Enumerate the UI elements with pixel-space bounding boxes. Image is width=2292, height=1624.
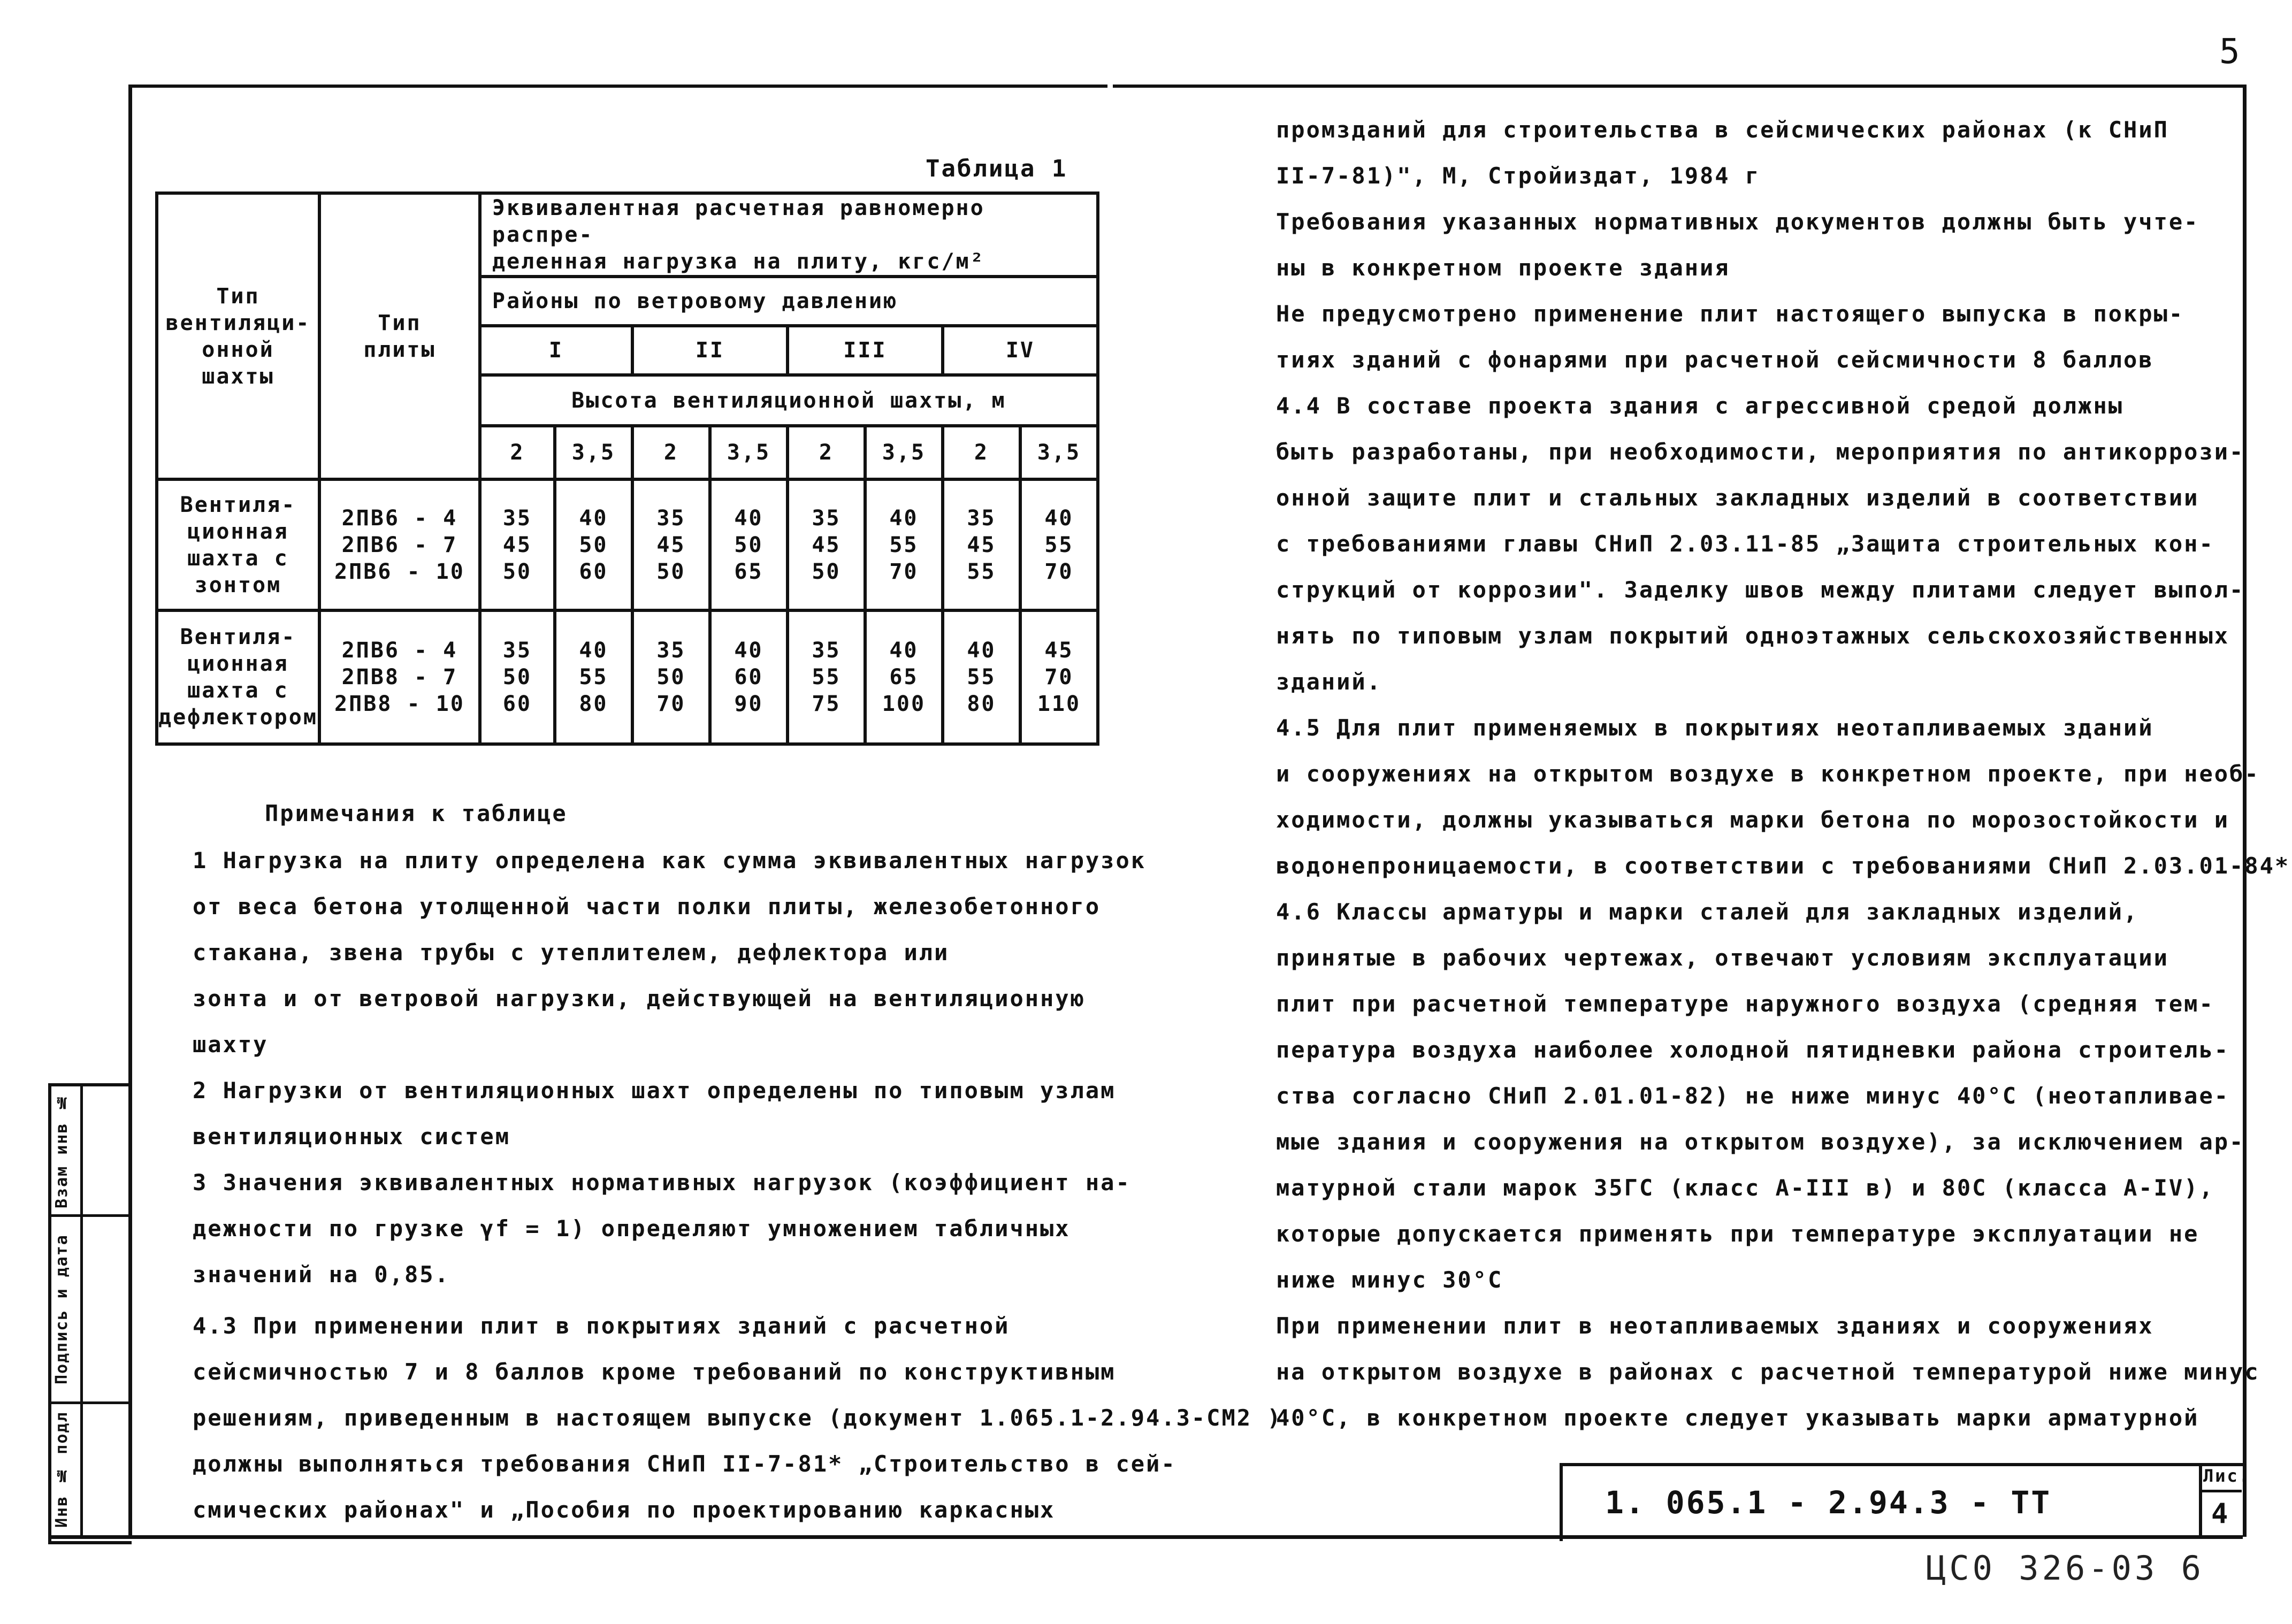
table-caption: Таблица 1: [926, 155, 1068, 182]
left-text-block: [193, 838, 1282, 1533]
value: 70: [1044, 559, 1074, 584]
slab-name: 2ПВ6 - 10: [334, 559, 465, 584]
value: 40: [734, 505, 763, 531]
text-line: Не предусмотрено применение плит настоящего выпуска в покры-: [1276, 301, 2184, 327]
value: 50: [502, 665, 532, 690]
text-line: 40°С, в конкретном проекте следует указывать марки арматурной: [1276, 1405, 2199, 1431]
value: 55: [967, 665, 996, 690]
value: 110: [1037, 692, 1081, 716]
value: 60: [502, 692, 532, 716]
text-line: Требования указанных нормативных документов должны быть учте-: [1276, 209, 2199, 235]
text-line: плит при расчетной температуре наружного воздуха (средняя тем-: [1276, 991, 2214, 1017]
value: 35: [502, 505, 532, 531]
value: 45: [967, 532, 996, 557]
value-cell: [1020, 610, 1098, 744]
header-slab-type: [319, 193, 480, 479]
text-line: дежности по грузке γf = 1) определяют умножением табличных: [193, 1215, 1071, 1242]
page-number: 5: [2219, 32, 2242, 72]
value: 70: [1044, 665, 1074, 690]
value: 40: [967, 638, 996, 663]
text-line: нять по типовым узлам покрытий одноэтажных сельскохозяйственных: [1276, 623, 2230, 649]
margin-divider: [48, 1214, 128, 1217]
region-cell: IV: [943, 326, 1098, 375]
header-text: деленная нагрузка на плиту, кгс/м²: [492, 249, 985, 274]
value-cell: [710, 610, 788, 744]
value: 70: [889, 559, 919, 584]
value: 40: [889, 505, 919, 531]
text-line: струкций от коррозии". Заделку швов между плитами следует выпол-: [1276, 577, 2245, 603]
height-cell: 2: [943, 426, 1020, 479]
sheet-label: Лис.: [2203, 1466, 2251, 1486]
value: 55: [579, 665, 608, 690]
text-line: значений на 0,85.: [193, 1261, 450, 1288]
text-line: онной защите плит и стальных закладных изделий в соответствии: [1276, 485, 2199, 511]
value: 60: [734, 665, 763, 690]
text-line: быть разработаны, при необходимости, мероприятия по антикоррози-: [1276, 439, 2245, 465]
value: 45: [502, 532, 532, 557]
group-name-line: шахта с: [187, 678, 289, 703]
value: 40: [579, 505, 608, 531]
value: 40: [734, 638, 763, 663]
text-line: принятые в рабочих чертежах, отвечают условиям эксплуатации: [1276, 945, 2169, 971]
value-cell: [555, 610, 632, 744]
value-cell: [632, 610, 710, 744]
header-regions: Районы по ветровому давлению: [480, 277, 1098, 326]
right-text-block: [1276, 107, 2290, 1441]
value-cell: [480, 610, 555, 744]
value: 65: [889, 665, 919, 690]
text-line: 4.4 В составе проекта здания с агрессивной средой должны: [1276, 393, 2124, 419]
value: 70: [656, 692, 686, 716]
text-line: которые допускается применять при температуре эксплуатации не: [1276, 1221, 2199, 1247]
text-line: зонта и от ветровой нагрузки, действующей на вентиляционную: [193, 985, 1086, 1012]
value-cell: [865, 610, 943, 744]
value-cell: [865, 479, 943, 610]
text-line: 2 Нагрузки от вентиляционных шахт определены по типовым узлам: [193, 1077, 1116, 1104]
text-line: тиях зданий с фонарями при расчетной сейсмичности 8 баллов: [1276, 347, 2154, 373]
value: 80: [967, 692, 996, 716]
slab-name: 2ПВ6 - 7: [341, 532, 458, 557]
margin-divider: [48, 1401, 128, 1404]
group-name: [157, 479, 319, 610]
load-table: [155, 191, 1099, 746]
header-text: онной: [202, 337, 274, 362]
text-line: матурной стали марок 35ГС (класс А-III в) и 80С (класса А-IV),: [1276, 1175, 2214, 1201]
group-name-line: Вентиля-: [180, 492, 296, 517]
text-line: ны в конкретном проекте здания: [1276, 255, 1730, 281]
height-cell: 2: [480, 426, 555, 479]
slab-name: 2ПВ8 - 10: [334, 692, 465, 716]
text-line: решениям, приведенным в настоящем выпуске (документ 1.065.1-2.94.3-СМ2 ): [193, 1405, 1282, 1431]
value: 35: [502, 638, 532, 663]
value: 55: [889, 532, 919, 557]
value: 50: [812, 559, 841, 584]
height-cell: 3,5: [865, 426, 943, 479]
text-line: ства согласно СНиП 2.01.01-82) не ниже минус 40°С (неотапливае-: [1276, 1083, 2230, 1109]
height-cell: 3,5: [555, 426, 632, 479]
value: 45: [812, 532, 841, 557]
slab-list: [319, 479, 480, 610]
value: 45: [1044, 638, 1074, 663]
text-line: 4.3 При применении плит в покрытиях зданий с расчетной: [193, 1313, 1010, 1339]
value: 55: [812, 665, 841, 690]
group-name-line: ционная: [187, 652, 289, 676]
header-text: Тип: [216, 284, 260, 309]
region-cell: II: [632, 326, 788, 375]
value: 50: [656, 559, 686, 584]
value: 40: [579, 638, 608, 663]
value: 35: [812, 505, 841, 531]
height-cell: 2: [632, 426, 710, 479]
text-line: мые здания и сооружения на открытом воздухе), за исключением ар-: [1276, 1129, 2245, 1155]
title-block-divider: [2199, 1463, 2202, 1538]
table-row: [157, 610, 1098, 744]
text-line: промзданий для строительства в сейсмических районах (к СНиП: [1276, 117, 2169, 143]
value: 50: [579, 532, 608, 557]
header-text: плиты: [363, 337, 436, 362]
notes-title: Примечания к таблице: [265, 800, 568, 826]
height-cell: 3,5: [710, 426, 788, 479]
value: 75: [812, 692, 841, 716]
text-line: шахту: [193, 1031, 269, 1058]
text-line: вентиляционных систем: [193, 1123, 511, 1150]
value: 35: [656, 638, 686, 663]
value: 100: [882, 692, 926, 716]
value: 40: [889, 638, 919, 663]
value: 55: [1044, 532, 1074, 557]
region-cell: III: [788, 326, 943, 375]
text-line: с требованиями главы СНиП 2.03.11-85 „Защита строительных кон-: [1276, 531, 2214, 557]
value-cell: [480, 479, 555, 610]
value: 50: [734, 532, 763, 557]
header-text: Эквивалентная расчетная равномерно распре-: [492, 196, 985, 247]
text-line: ходимости, должны указываться марки бетона по морозостойкости и: [1276, 807, 2230, 833]
value-cell: [788, 479, 865, 610]
value: 65: [734, 559, 763, 584]
table-row: [157, 479, 1098, 610]
text-line: смических районах" и „Пособия по проектированию каркасных: [193, 1497, 1056, 1523]
document-code: 1. 065.1 - 2.94.3 - ТТ: [1605, 1484, 2052, 1521]
text-line: 1 Нагрузка на плиту определена как сумма эквивалентных нагрузок: [193, 847, 1147, 874]
text-line: от веса бетона утолщенной части полки плиты, железобетонного: [193, 893, 1101, 920]
value-cell: [788, 610, 865, 744]
margin-stamp-label-inventory: Инв № подл: [52, 1411, 71, 1528]
group-name-line: ционная: [187, 519, 289, 544]
margin-stamp-label-replace: Взам инв №: [52, 1092, 71, 1208]
text-line: и сооружениях на открытом воздухе в конкретном проекте, при необ-: [1276, 761, 2260, 787]
header-text: Тип: [378, 310, 422, 335]
value: 45: [656, 532, 686, 557]
header-text: шахты: [202, 364, 274, 389]
text-line: ниже минус 30°С: [1276, 1267, 1503, 1293]
value-cell: [943, 610, 1020, 744]
region-cell: I: [480, 326, 632, 375]
text-line: на открытом воздухе в районах с расчетной температурой ниже минус: [1276, 1359, 2260, 1385]
group-name-line: зонтом: [194, 572, 282, 597]
margin-stamp-label-signature: Подпись и дата: [52, 1234, 71, 1384]
text-line: стакана, звена трубы с утеплителем, дефлектора или: [193, 939, 950, 966]
slab-name: 2ПВ8 - 7: [341, 665, 458, 690]
text-line: 3 Значения эквивалентных нормативных нагрузок (коэффициент на-: [193, 1169, 1131, 1196]
archive-stamp: ЦС0 326-03 6: [1926, 1549, 2204, 1588]
value-cell: [555, 479, 632, 610]
value: 50: [502, 559, 532, 584]
slab-list: [319, 610, 480, 744]
text-line: 4.5 Для плит применяемых в покрытиях неотапливаемых зданий: [1276, 715, 2154, 741]
value: 35: [812, 638, 841, 663]
value: 55: [967, 559, 996, 584]
height-cell: 3,5: [1020, 426, 1098, 479]
slab-name: 2ПВ6 - 4: [341, 505, 458, 531]
value-cell: [943, 479, 1020, 610]
group-name-line: Вентиля-: [180, 625, 296, 649]
text-line: II-7-81)", М, Стройиздат, 1984 г: [1276, 163, 1761, 189]
value: 80: [579, 692, 608, 716]
header-load: [480, 193, 1098, 277]
header-shaft-type: [157, 193, 319, 479]
text-line: пература воздуха наиболее холодной пятидневки района строитель-: [1276, 1037, 2230, 1063]
header-text: вентиляци-: [165, 310, 311, 335]
text-line: водонепроницаемости, в соответствии с требованиями СНиП 2.03.01-84*: [1276, 853, 2290, 879]
value-cell: [710, 479, 788, 610]
group-name: [157, 610, 319, 744]
text-line: зданий.: [1276, 669, 1382, 695]
value-cell: [632, 479, 710, 610]
value: 50: [656, 665, 686, 690]
header-height: Высота вентиляционной шахты, м: [480, 375, 1098, 426]
value: 35: [967, 505, 996, 531]
value: 35: [656, 505, 686, 531]
value: 60: [579, 559, 608, 584]
group-name-line: дефлектором: [158, 705, 318, 730]
text-line: 4.6 Классы арматуры и марки сталей для закладных изделий,: [1276, 899, 2139, 925]
value: 90: [734, 692, 763, 716]
height-cell: 2: [788, 426, 865, 479]
text-line: При применении плит в неотапливаемых зданиях и сооружениях: [1276, 1313, 2154, 1339]
slab-name: 2ПВ6 - 4: [341, 638, 458, 663]
text-line: должны выполняться требования СНиП II-7-81* „Строительство в сей-: [193, 1451, 1176, 1477]
value-cell: [1020, 479, 1098, 610]
group-name-line: шахта с: [187, 546, 289, 571]
sheet-number: 4: [2211, 1498, 2230, 1530]
title-block-sheet-divider: [2200, 1490, 2242, 1492]
text-line: сейсмичностью 7 и 8 баллов кроме требований по конструктивным: [193, 1359, 1116, 1385]
value: 40: [1044, 505, 1074, 531]
